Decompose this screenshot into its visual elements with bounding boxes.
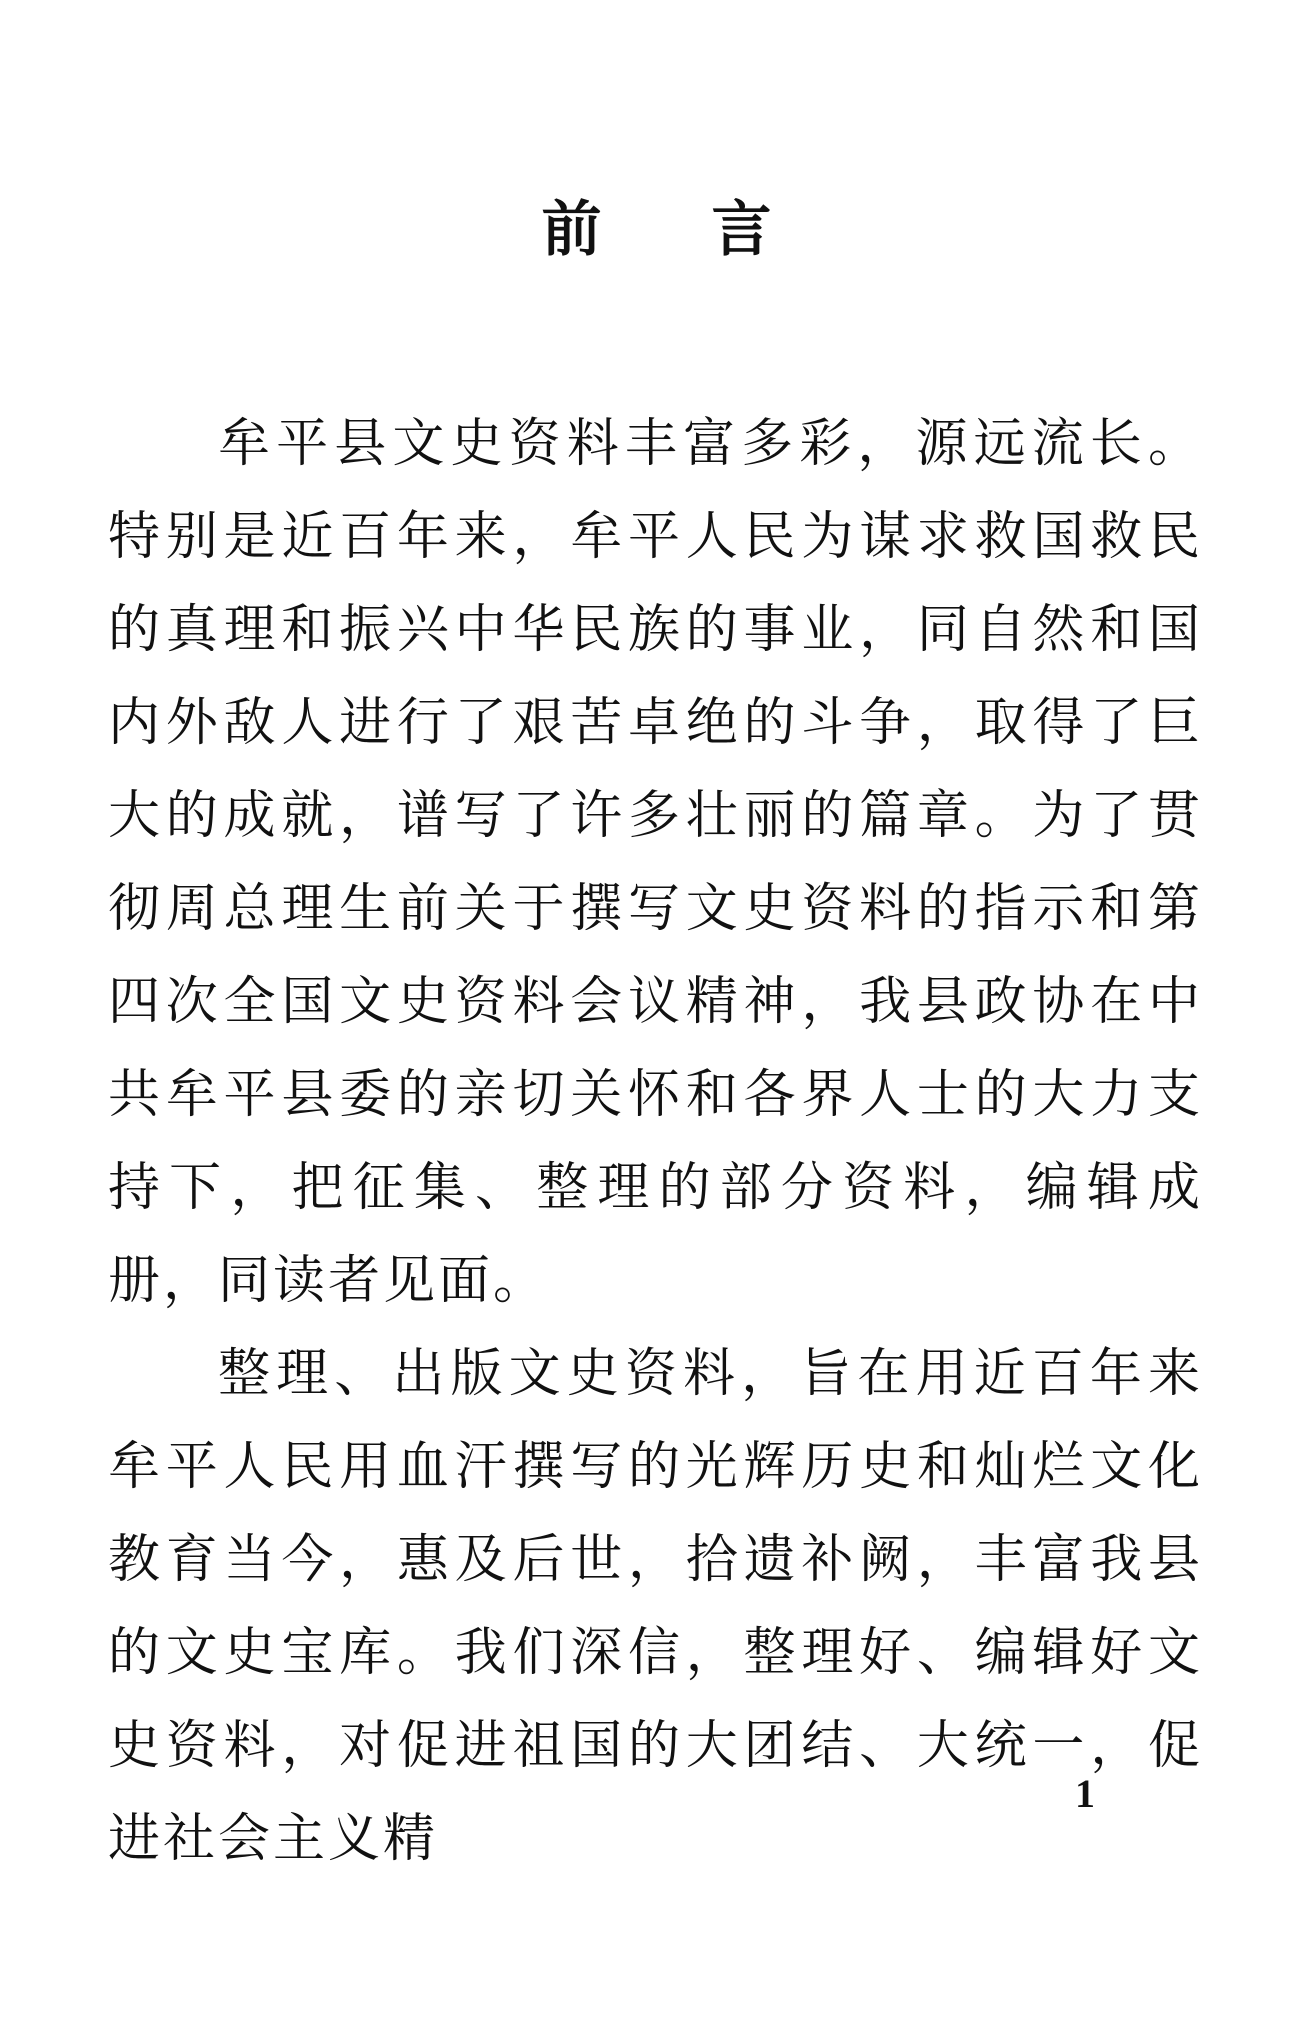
body-text — [108, 398, 1203, 1886]
paragraph-1: 牟平县文史资料丰富多彩，源远流长。特别是近百年来，牟平人民为谋求救国救民的真理和振兴中华民族的事业，同自然和国内外敌人进行了艰苦卓绝的斗争，取得了巨大的成就，谱写了许多壮丽的篇章。为了贯彻周总理生前关于撰写文史资料的指示和第四次全国文史资料会议精神，我县政协在中共牟平县委的亲切关怀和各界人士的大力支持下，把征集、整理的部分资料，编辑成册，同读者见面。 — [108, 414, 1203, 1311]
page-number: 1 — [1075, 1771, 1095, 1816]
paragraph-2: 整理、出版文史资料，旨在用近百年来牟平人民用血汗撰写的光辉历史和灿烂文化教育当今，惠及后世，拾遗补阙，丰富我县的文史宝库。我们深信，整理好、编辑好文史资料，对促进祖国的大团结、大统一，促进社会主义精 — [108, 1344, 1203, 1869]
page-title: 前言 — [541, 195, 882, 265]
